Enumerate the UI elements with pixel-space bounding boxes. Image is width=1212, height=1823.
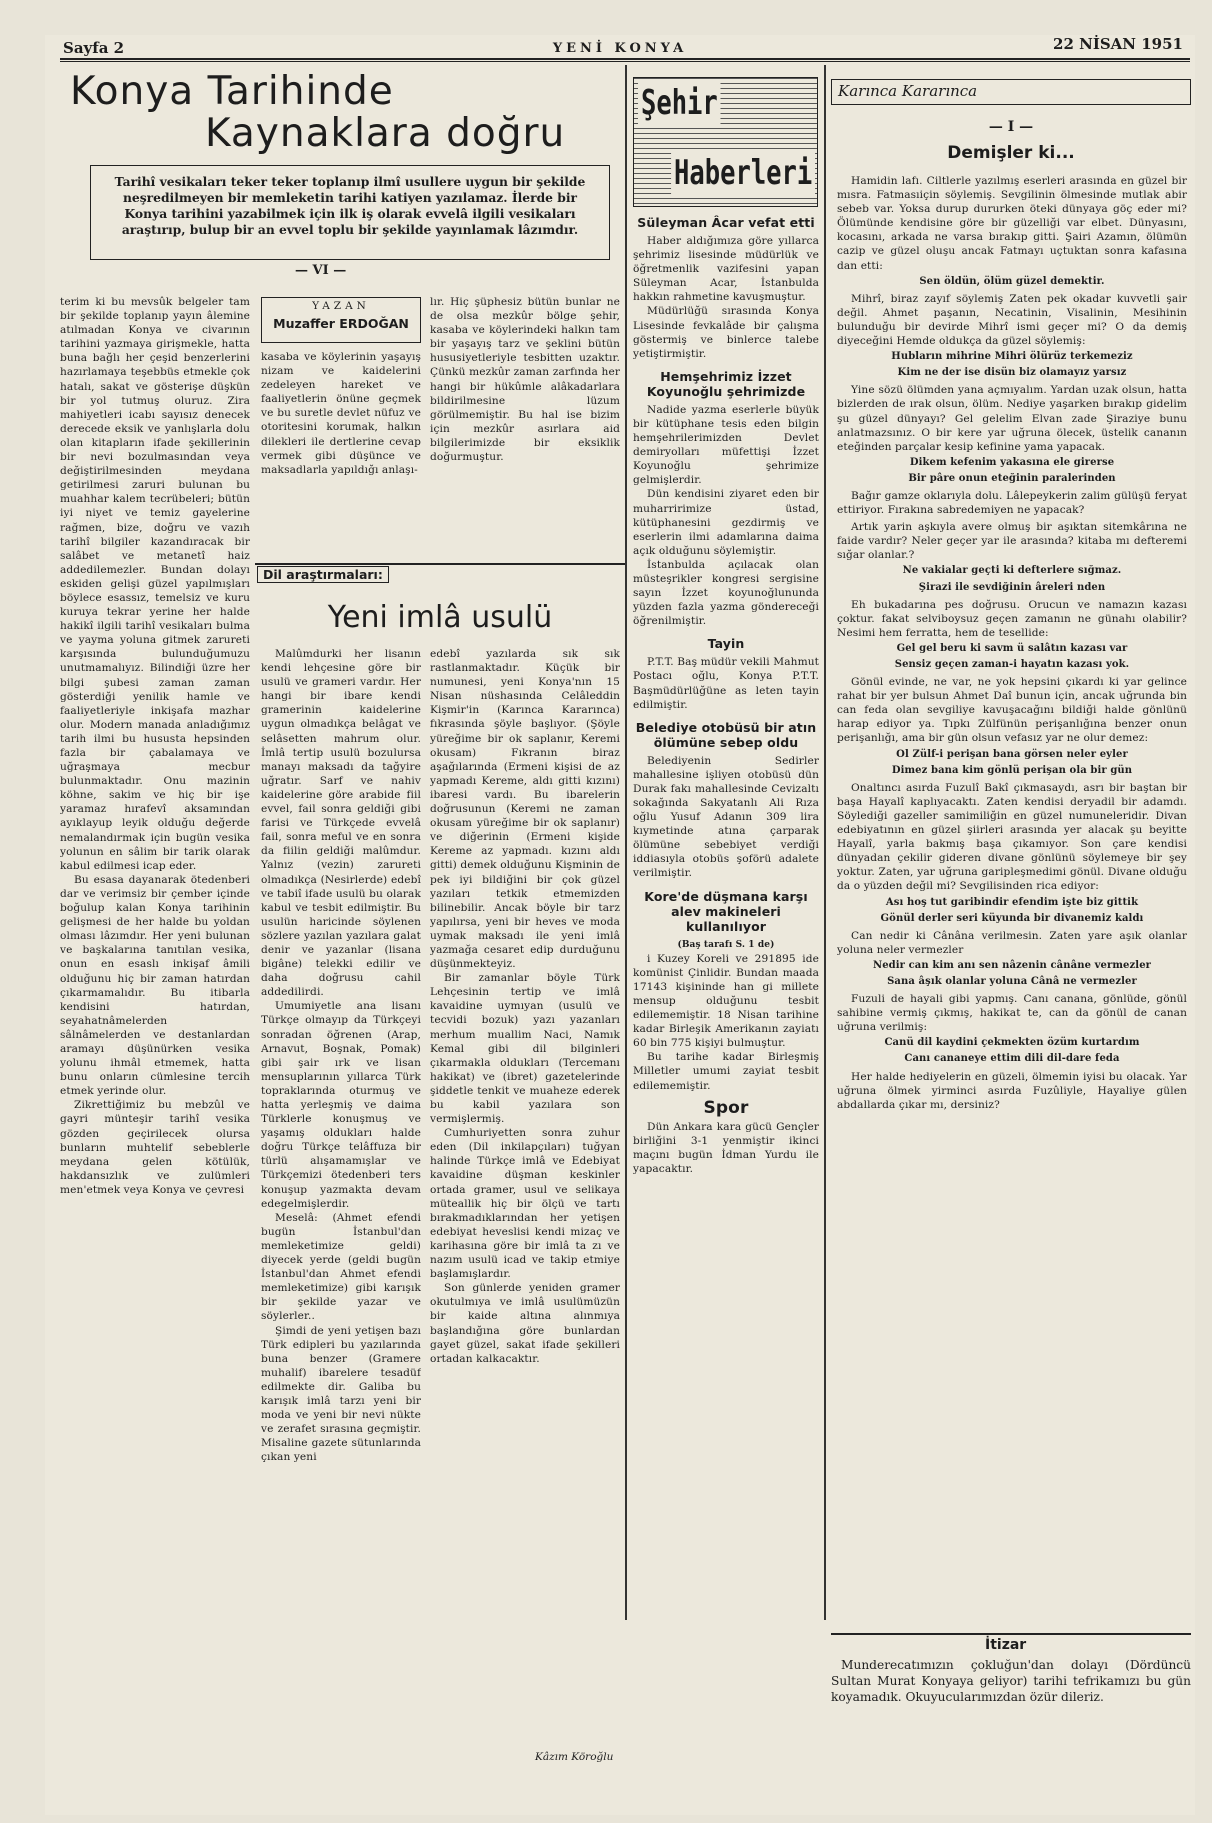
news-heading: Spor bbox=[703, 1097, 749, 1118]
news-subheading: (Baş tarafı S. 1 de) bbox=[677, 939, 775, 950]
news-paragraph: Belediyenin Sedirler mahallesine işliyen otobüsü dün Durak fakı mahallesinde Cevizaltı sokağında Sakyatanlı Ali Rıza oğlu Yusuf Adanın 309 lira kıymetinde atına çarparak ölümüne sebebiyet verdiği iddiasıyla otobüs şoförü adalete verilmiştir. bbox=[633, 754, 819, 880]
verse-line: Sen öldün, ölüm güzel demektir. bbox=[919, 275, 1105, 287]
sehir-haberleri-banner bbox=[633, 77, 818, 207]
news-paragraph: İstanbulda açılacak olan müsteşrikler kongresi sergisine sayın İzzet koyunoğlununda yüzden fazla yazma göndereceği öğrenilmiştir. bbox=[633, 558, 819, 628]
paragraph: Her halde hediyelerin en güzeli, ölmemin iyisi bu olacak. Yar uğruna ölmek yirminci asırda Fuzûliyle, Hayaliye gülen abdallarda çıkar mı, dersiniz? bbox=[837, 1070, 1187, 1111]
imla-column-2 bbox=[430, 647, 620, 1747]
section-rule bbox=[255, 563, 625, 565]
paper-name: YENİ KONYA bbox=[552, 41, 688, 56]
newspaper-page bbox=[45, 35, 1195, 1815]
lead-text: Tarihî vesikaları teker teker toplanıp ilmî usullere uygun bir şekilde neşredilmeyen bir memleketin tarihi katiyen yazılamaz. İlerde bir Konya tarihini yazabilmek için ilk iş olarak evvelâ ilgili vesikaları araştırıp, bulup bir an evvel toplu bir şekilde yayınlamak lâzımdır. bbox=[114, 174, 586, 237]
byline-name: Muzaffer ERDOĞAN bbox=[273, 316, 409, 331]
karinca-part: — I — bbox=[988, 119, 1034, 135]
paragraph: kasaba ve köylerinin yaşayış nizam ve kaidelerini zedeleyen hareket ve faaliyetlerin önüne geçmek ve bu suretle devlet nüfuz ve otoritesini korumak, halkın dilekleri ile dertlerine cevap vermek gibi düşünce ve maksadlarla yapıldığı anlaşı- bbox=[261, 351, 421, 476]
paragraph: terim ki bu mevsûk belgeler tam bir şekilde toplanıp yayın âlemine atılmadan Konya ve civarının tarihini yazmaya girişmekle, hatta buna bağlı her çeşid benzerlerini hazırlamaya teşebbüs etmekle çok hatalı, sakat ve gösterişe düşkün bir yol tutmuş oluruz. Zira mahiyetleri icabı sayısız denecek derecede eksik ve yanlışlarla dolu olan kitapların ifade şekillerinin bir nevi bozulmasından veya değiştirilmesinden meydana getirilmesi zaruri bulunan bu muahhar kalem tecrübeleri; bütün iyi niyet ve temiz gayelerine rağmen, bize, doğru ve vazıh tarihî bilgiler kazandıracak bir salâbet ve metanetî haiz addedilemezler. Bundan dolayı eskiden gelişi güzel yapılmışları böylece esassız, temelsiz ve kuru kuruya tekrar yerine her halde hakikî ilgili tarihî vesikaları bulma ve yayma yoluna gitmek zarureti karşısında bulunduğumuzu unutmamalıyız. Bilindiği üzre her bilgi şubesi zaman zaman gösterdiği yenilik hamle ve faaliyetleriyle inkişafa mazhar olur. Modern manada anladığımız tarih ilmi bu hususta hepsinden fazla bir çabalamaya ve uğraşmaya mecbur bulunmaktadır. Onu mazinin köhne, sakim ve hiç bir işe yaramaz hırafevî aksamından ayıklayup leyik olduğu değerde nemalandırmak için bugün vesika yolunun en sâlim bir tarik olarak kabul edilmesi icap eder. bbox=[60, 296, 250, 872]
header-rule bbox=[60, 58, 1190, 60]
karinca-column bbox=[837, 171, 1187, 1626]
verse-line: Canı cananeye ettim dili dil-dare feda bbox=[904, 1053, 1120, 1065]
itizar-heading: İtizar bbox=[985, 1637, 1027, 1653]
byline-label: YAZAN bbox=[312, 300, 370, 312]
column-divider bbox=[625, 65, 627, 1620]
verse-line: Gönül derler seri küyunda bir divanemiz kaldı bbox=[880, 912, 1144, 924]
news-paragraph: P.T.T. Baş müdür vekili Mahmut Postacı oğlu, Konya P.T.T. Başmüdürlüğüne as leten tayin edilmiştir. bbox=[633, 656, 819, 711]
paragraph: Malûmdurki her lisanın kendi lehçesine göre bir usulü ve grameri vardır. Her hangi bir ibare kendi gramerinin kaidelerine uygun olmadıkça belâgat ve selâsetten mahrum olur. İmlâ tertip usulü bozulursa manayı maksadı da tağyire uğratır. Sarf ve nahiv kaidelerine göre arabide fiil evvel, fail sonra geldiği gibi farisi ve Türkçede evvelâ fail, sonra meful ve en sonra da fiilin geldiği malûmdur. Yalnız (vezin) zarureti olmadıkça (Nesirlerde) edebî ve tabiî ifade usulü bu olarak kabul ve tesbit edilmiştir. Bu usulün haricinde söylenen sözlere yazılan yazılara galat denir ve yazanlar (lisana bigâne) telekki edilir ve daha doğrusu cahil addedilirdi. bbox=[261, 648, 421, 999]
verse-line: Dimez bana kim gönlü perişan ola bir gün bbox=[891, 764, 1133, 776]
news-heading: Hemşehrimiz İzzet Koyunoğlu şehrimizde bbox=[646, 368, 806, 399]
main-title-line2: Kaynaklara doğru bbox=[205, 111, 566, 156]
lead-box bbox=[90, 165, 610, 260]
verse-line: Nedir can kim anı sen nâzenin cânâne vermezler bbox=[872, 959, 1152, 971]
paragraph: Bir zamanlar böyle Türk Lehçesinin tertip ve imlâ kavaidine uymıyan (usulü ve tecvidi bozuk) yazı yazanları merhum muallim Naci, Namık Kemal gibi dil bilginleri çıkarmakla oldukları (Tercemanı hakikat) ve (ibret) gazetelerinde şiddetle tenkit ve muaheze ederek bu kabil yazılara son vermişlermiş. bbox=[430, 972, 620, 1126]
imla-title: Yeni imlâ usulü bbox=[327, 600, 553, 635]
paragraph: Meselâ: (Ahmet efendi bugün İstanbul'dan memleketimize geldi) diyecek yerde (geldi bugün İstanbul'dan Ahmet efendi memleketimize) gibi karışık bir şekilde yazar ve söylerler.. bbox=[261, 1211, 421, 1323]
itizar-rule bbox=[831, 1633, 1191, 1635]
news-paragraph: Müdürlüğü sırasında Konya Lisesinde fevkalâde bir çalışma göstermiş ve binlerce talebe yetiştirmiştir. bbox=[633, 305, 819, 360]
paragraph: Can nedir ki Cânâna verilmesin. Zaten yare aşık olanlar yoluna neler vermezler bbox=[837, 929, 1187, 956]
main-article-column-3 bbox=[430, 295, 620, 560]
header-rule-thin bbox=[60, 61, 1190, 62]
paragraph: Son günlerde yeniden gramer okutulmıya ve imlâ usulümüzün bir kaide altına alınmıya başlandığına göre bunlardan gayet güzel, sakat ifade şekilleri ortadan kalkacaktır. bbox=[430, 1282, 620, 1365]
imla-signature: Kâzım Köroğlu bbox=[535, 1751, 614, 1763]
paragraph: Hamidin lafı. Ciltlerle yazılmış eserleri arasında en güzel bir mısra. Fatmasıiçin söylemiş. Sevgilinin ölmesinde mutlak abir sebeb var. Yoksa durup dururken öteki dünyaya göç eder mi? Ölümünde kendisine göre bir güzelliği var elbet. Dünyasını, kocasını, arkada ne varsa bırakıp gitti. Şairi Azamın, ölümün cazip ve güzel oluşu ancak Fatmayı uçtuktan sonra kafasına dan etti: bbox=[837, 175, 1187, 272]
paragraph: lır. Hiç şüphesiz bütün bunlar ne de olsa mezkûr bölge şehir, kasaba ve köylerindeki halkın tam bir yaşayış tarz ve şeklini bütün hususiyetleriyle tesbitten uzaktır. Çünkü mezkûr zaman zarfında her hangi bir hükûmle alâkadarlara bildirilmesine lüzum görülmemiştir. Bu hal ise bizim için mezkûr asırlara aid bilgilerimizde bir eksiklik doğurmuştur. bbox=[430, 296, 620, 464]
paragraph: Eh bukadarına pes doğrusu. Orucun ve namazın kazası çoktur. fakat selviboysuz geçen zamanın ne günahı olabilir? Nesimi hem ferratta, hem de tesellide: bbox=[837, 598, 1187, 639]
verse-line: Canü dil kaydini çekmekten özüm kurtardım bbox=[884, 1037, 1140, 1049]
verse-line: Ne vakialar geçti ki defterlere sığmaz. bbox=[902, 565, 1122, 577]
karinca-banner-text: Karınca Kararınca bbox=[838, 82, 978, 100]
verse-line: Gel gel beru ki savm ü salâtın kazası var bbox=[896, 642, 1128, 654]
paragraph: Onaltıncı asırda Fuzulî Bakî çıkmasaydı, asrı bir baştan bir başa Hayalî kaplıyacaktı. Zaten kendisi deryadil bir adamdı. Söylediği gazeller samimiliğin en güzel numuneleridir. Divan edebiyatının en güzel şiirleri arasında yer alacak şu beyitte Hayalî, yarla bakmış başa çıkamıyor. Son çare kendisi dünyadan çekilir gideren divane gönlünü söylemeye bir şey yoktur. Zaten, yar uğruna garipleşmedimi gönül. Divane olduğu da o yüzden değil mi? Sevgilisinden rica ediyor: bbox=[837, 781, 1187, 893]
banner-haberleri: Haberleri bbox=[671, 150, 815, 196]
paragraph: Mihrî, biraz zayıf söylemiş Zaten pek okadar kuvvetli şair değil. Ahmet paşanın, Necatinin, Visalinin, Mesihinin bulunduğu bir devirde Mihrî ismi geçer mi? O da demiş diyeceğini Hemde oldukça da güzel söylemiş: bbox=[837, 292, 1187, 348]
verse-line: Sensiz geçen zaman-i hayatın kazası yok. bbox=[894, 659, 1130, 670]
main-article-column-1 bbox=[60, 295, 250, 1815]
page-date: 22 NİSAN 1951 bbox=[1053, 35, 1183, 53]
paragraph: Zikrettiğimiz bu mebzûl ve gayri münteşir tarihî vesika gözden geçirilecek olursa bunların muhtelif sebeblerle meydana gelen kötülük, hakdansızlık ve zulümleri men'etmek veya Konya ve çevresi bbox=[60, 1099, 250, 1196]
banner-sehir: Şehir bbox=[638, 80, 721, 126]
part-number: — VI — bbox=[295, 263, 347, 278]
imla-section-label: Dil araştırmaları: bbox=[257, 566, 389, 583]
news-paragraph: i Kuzey Koreli ve 291895 ide komünist Çinlidir. Bundan maada 17143 kişininde han gi millete mensup olduğunu tesbit edilememiştir. 18 Nisan tarihine kadar Birleşik Amerikanın zayiatı 60 bin 775 kişiyi bulmuştur. bbox=[633, 952, 819, 1050]
news-heading: Belediye otobüsü bir atın ölümüne sebep oldu bbox=[635, 719, 817, 750]
paragraph: Gönül evinde, ne var, ne yok hepsini çıkardı ki yar gelince rahat bir yer bulsun Ahmet Daî bunun için, ancak uğrunda bin can feda olan sevgiliye kavuşacağını bildiği halde gönlünü harap ediyor ya. Tıpkı Zülfünün perişanlığına benzer onun perişanlığı, ama bir gün olsun vefasız yar ne olur demez: bbox=[837, 676, 1187, 745]
paragraph: edebî yazılarda sık sık rastlanmaktadır. Küçük bir numunesi, yeni Konya'nın 15 Nisan nüshasında Celâleddin Kişmir'in (Karınca Kararınca) fıkrasında şöyle başlıyor. (Şöyle yüreğime bir ok saplanır, Keremi okusam) Fıkranın biraz aşağılarında (Ermeni kişisi de az yapmadı Kereme, aldı gitti kızını) ibaresi vardı. Bu ibarelerin doğrusunun (Keremi ne zaman okusam yüreğime bir ok saplanır) ve diğerinin (Ermeni kişide Kereme az yapmadı. kızını aldı gitti) demek olduğunu Kişminin de pek iyi bildiğini bir çok güzel yazıları tetkik etmemizden bilinebilir. Ancak böyle bir tarz yapılırsa, yeni bir heves ve moda uymak maksadı ile yeni imlâ yazmağa cesaret edip durduğunu düşünmekteyiz. bbox=[430, 648, 620, 971]
paragraph: Cumhuriyetten sonra zuhur eden (Dil inkilapçıları) tuğyan halinde Türkçe imlâ ve Edebiyat kavaidine düşman keskinler ortada gramer, usul ve selikaya müteallik hiç bir ölçü ve tartı bırakmadıklarından her yetişen edebiyat heveslisi kendi mizaç ve karihasına göre bir imlâ ta zı ve nazım usulü icad ve takip etmiye başlamışlardır. bbox=[430, 1127, 620, 1281]
news-paragraph: Dün kendisini ziyaret eden bir muharririmize üstad, kütüphanesini gezdirmiş ve eserlerin ilmi adamlarına daima açık olduğunu söylemiştir. bbox=[633, 488, 819, 557]
paragraph: Umumiyetle ana lisanı Türkçe olmayıp da Türkçeyi sonradan öğrenen (Arap, Arnavut, Boşnak, Pomak) gibi şair ırk ve lisan mensuplarının yıllarca Türk topraklarında oturmuş ve hatta yerleşmiş ve daima Türklerle konuşmuş ve yaşamış oldukları halde doğru Türkçe telâffuza bir türlü alışamamışlar ve Türkçemizi ötedenberi ters konuşup yazmakta devam edegelmişlerdir. bbox=[261, 1000, 421, 1210]
paragraph: Bağır gamze oklarıyla dolu. Lâlepeykerin zalim gülüşü feryat ettiriyor. Fırakına sabredemiyen ne yapacak? bbox=[837, 489, 1187, 517]
main-article-column-2 bbox=[261, 350, 421, 560]
paragraph: Artık yarin aşkıyla avere olmuş bir aşıktan sitemkârına ne faide vardır? Neler geçer yar ile arasında? kitaba mı defteremi sığar olanlar.? bbox=[837, 521, 1187, 562]
news-paragraph: Nadide yazma eserlerle büyük bir kütüphane tesis eden bilgin hemşehrilerimizden Devlet demiryolları müfettişi İzzet Koyunoğlu şehrimize gelmişlerdir. bbox=[633, 403, 819, 487]
news-paragraph: Haber aldığımıza göre yıllarca şehrimiz lisesinde müdürlük ve öğretmenlik vazifesini yapan Süleyman Acar, İstanbulda hakkın rahmetine kavuşmuştur. bbox=[633, 235, 819, 304]
news-paragraph: Bu tarihe kadar Birleşmiş Milletler umumi zayiat tesbit edilememiştir. bbox=[633, 1051, 819, 1092]
sehir-haberleri-column bbox=[633, 215, 819, 1815]
imla-column-1 bbox=[261, 647, 421, 1815]
byline-box bbox=[261, 297, 421, 343]
news-paragraph: Dün Ankara kara gücü Gençler birliğini 3-1 yenmiştir ikinci maçını bugün İdman Yurdu ile yapacaktır. bbox=[633, 1120, 819, 1175]
paragraph: Bu esasa dayanarak ötedenberi dar ve verimsiz bir çember içinde boğulup kalan Konya tarihinin gelişmesi de her halde bu yoldan olması lâzımdır. Her yeni bulunan ve başkalarına tanıtılan vesika, onun en esaslı inkişaf âmili olduğunu hiç bir zaman hatırdan çıkarmamalıdır. Bu itibarla kendisini hatırdan, seyahatnâmelerden sâlnâmelerden ve destanlardan aramayı düşünürken vesika yolunu ihmâl etmemek, hatta bunu onların cümlesine tercih etmek yerinde olur. bbox=[60, 873, 250, 1098]
paragraph: Fuzuli de hayali gibi yapmış. Canı canana, gönlüde, gönül sahibine vermiş çıkmış, hakikat te, can da gönül de canan uğruna verilmiş: bbox=[837, 993, 1187, 1034]
verse-line: Sana âşık olanlar yoluna Cânâ ne vermezler bbox=[887, 975, 1137, 987]
verse-line: Kim ne der ise disün biz olamayız yarsız bbox=[897, 367, 1127, 379]
verse-line: Ol Zülf-i perişan bana görsen neler eyler bbox=[896, 748, 1128, 760]
verse-line: Hubların mihrine Mihri ölürüz terkemeziz bbox=[891, 351, 1133, 363]
verse-line: Şirazi ile sevdiğinin âreleri nden bbox=[918, 581, 1106, 593]
verse-line: Dikem kefenim yakasına ele girerse bbox=[909, 456, 1115, 468]
news-heading: Kore'de düşmana karşı alev makineleri kullanılıyor bbox=[644, 888, 808, 934]
verse-line: Ası hoş tut garibindir efendim işte biz gittik bbox=[885, 896, 1139, 908]
itizar-text: Munderecatımızın çokluğun'dan dolayı (Dördüncü Sultan Murat Konyaya geliyor) tarihi tefrikamızı bu gün koyamadık. Okuyucularımızdan özür dileriz. bbox=[831, 1658, 1191, 1704]
karinca-title: Demişler ki... bbox=[947, 143, 1075, 163]
main-title-line1: Konya Tarihinde bbox=[70, 69, 394, 114]
karinca-banner bbox=[831, 79, 1191, 105]
paragraph: Şimdi de yeni yetişen bazı Türk edipleri bu yazılarında buna benzer (Gramere muhalif) ibarelere tesadüf edilmekte dir. Galiba bu karışık imlâ tarzı yeni bir moda ve yeni bir nevi nükte ve zerafet sırasına geçmiştir. Misaline gazete sütunlarında çıkan yeni bbox=[261, 1324, 421, 1464]
news-heading: Tayin bbox=[707, 636, 745, 652]
verse-line: Bir pâre onun eteğinin paralerinden bbox=[908, 472, 1116, 484]
page-label: Sayfa 2 bbox=[63, 39, 125, 57]
news-heading: Süleyman Âcar vefat etti bbox=[637, 215, 815, 230]
column-divider bbox=[824, 65, 826, 1620]
paragraph: Yine sözü ölümden yana açmıyalım. Yardan uzak olsun, hatta bizlerden de ırak olsun, ölüm. Nediye yaşarken bırakıp gidelim şu güzel dünyayı? Gel gelelim Elvan zade Şiraziye bunu anlatmazsınız. O bir kere yar uğruna ölecek, üstelik cananın eteğinden parçalar kesip kefinine yama yapacak. bbox=[837, 384, 1187, 453]
